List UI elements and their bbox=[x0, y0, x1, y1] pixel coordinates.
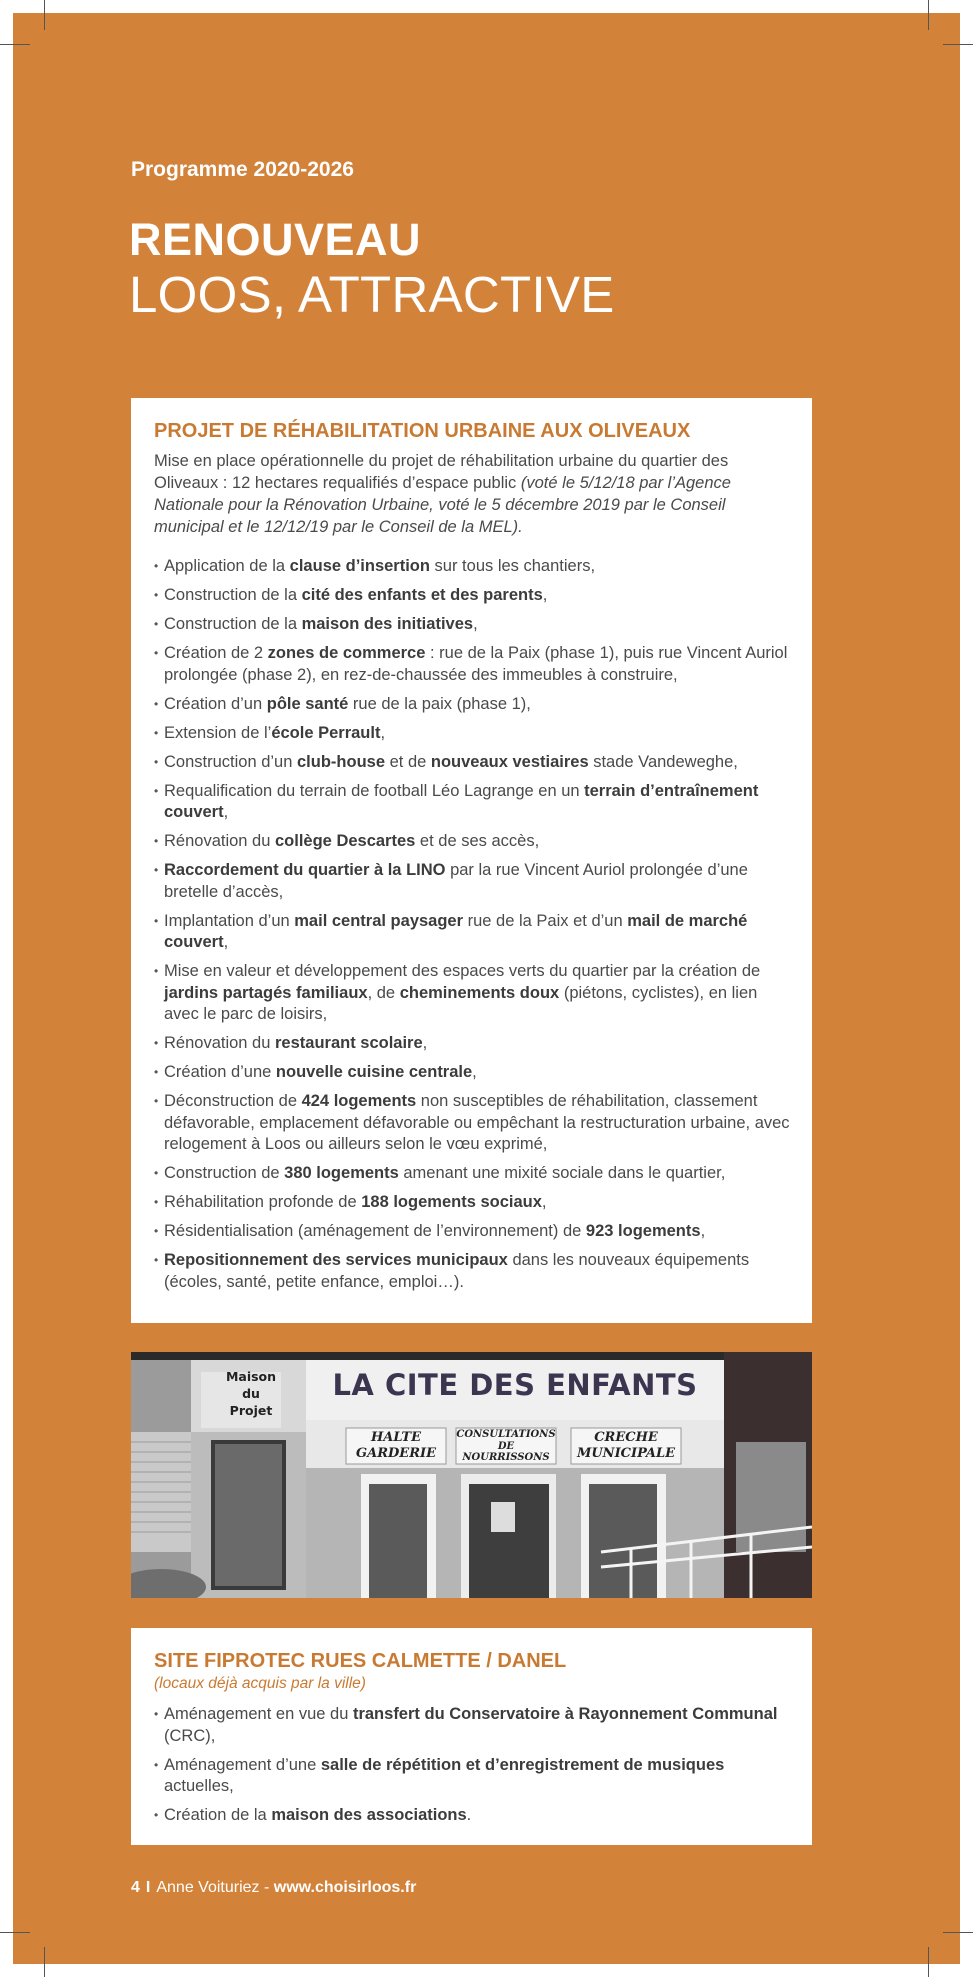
crop-mark bbox=[943, 44, 973, 45]
item-text: Mise en valeur et développement des espaces verts du quartier par la création de bbox=[164, 962, 761, 980]
item-text: amenant une mixité sociale dans le quartier, bbox=[398, 1164, 726, 1182]
highlighted-text: 923 logements bbox=[585, 1222, 701, 1240]
maison-du-projet-sign bbox=[195, 1368, 307, 1419]
cite-des-enfants-photo bbox=[131, 1352, 812, 1598]
intro-vote-note: (voté le 5/12/18 par l’Agence Nationale pour la Rénovation Urbaine, voté le 5 décembre 2019 par le Conseil municipal et le 12/12/19 par le Conseil de la MEL). bbox=[154, 474, 731, 536]
crop-mark bbox=[928, 1947, 929, 1977]
item-text: Requalification du terrain de football Léo Lagrange en un bbox=[164, 781, 585, 800]
list-item bbox=[154, 1163, 790, 1185]
item-text: rue de la Paix et d’un bbox=[463, 911, 628, 930]
item-text: rue de la paix (phase 1), bbox=[348, 694, 531, 713]
item-text: , bbox=[223, 803, 229, 821]
list-item bbox=[154, 723, 790, 745]
list-item bbox=[154, 556, 790, 578]
crop-mark bbox=[943, 1932, 973, 1933]
highlighted-text: jardins partagés familiaux bbox=[164, 983, 368, 1002]
crop-mark bbox=[928, 0, 929, 30]
list-item bbox=[154, 1805, 790, 1827]
fiprotec-site-card bbox=[131, 1628, 812, 1845]
item-text: , bbox=[472, 1063, 477, 1081]
page-subtitle: LOOS, ATTRACTIVE bbox=[129, 266, 615, 323]
highlighted-text: 188 logements sociaux bbox=[361, 1193, 542, 1211]
list-item bbox=[154, 911, 790, 954]
creche-municipale-sign bbox=[571, 1430, 681, 1462]
highlighted-text: pôle santé bbox=[266, 694, 349, 713]
sign-line: MUNICIPALE bbox=[576, 1446, 676, 1461]
item-text: Construction de la bbox=[164, 586, 302, 604]
item-text: (CRC), bbox=[164, 1726, 216, 1745]
highlighted-text: cité des enfants et des parents bbox=[301, 586, 543, 604]
item-text: . bbox=[466, 1806, 472, 1824]
item-text: sur tous les chantiers, bbox=[429, 557, 596, 575]
item-text: (piétons, cyclistes), en lien avec le parc de loisirs, bbox=[164, 983, 758, 1023]
project-list bbox=[154, 556, 790, 1293]
sign-line: GARDERIE bbox=[356, 1446, 436, 1461]
intro-text: Mise en place opérationnelle du projet de réhabilitation urbaine du quartier des Oliveaux : 12 hectares requalifiés d’espace public bbox=[154, 452, 729, 492]
item-text: , bbox=[700, 1222, 706, 1240]
crop-mark bbox=[44, 1947, 45, 1977]
list-item bbox=[154, 961, 790, 1026]
item-text: non susceptibles de réhabilitation, classement défavorable, emplacement défavorable ou empêchant la restructuration urbaine, avec relogement à Loos ou ailleurs selon le vœu exprimé, bbox=[164, 1092, 790, 1153]
list-item bbox=[154, 585, 790, 607]
highlighted-text: terrain d’entraînement couvert bbox=[164, 781, 759, 821]
consultations-sign bbox=[456, 1429, 556, 1464]
crop-mark bbox=[44, 0, 45, 30]
highlighted-text: transfert du Conservatoire à Rayonnement Communal bbox=[352, 1705, 778, 1723]
item-text: Réhabilitation profonde de bbox=[164, 1193, 362, 1211]
item-text: Déconstruction de bbox=[164, 1092, 302, 1110]
highlighted-text: clause d’insertion bbox=[289, 557, 430, 575]
item-text: Construction d’un bbox=[164, 752, 297, 771]
item-text: : rue de la Paix (phase 1), puis rue Vincent Auriol prolongée (phase 2), en rez-de-chaussée des immeubles à construire, bbox=[164, 644, 788, 684]
footer-separator: I bbox=[145, 1879, 151, 1896]
item-text: Création de la bbox=[164, 1806, 272, 1824]
highlighted-text: école Perrault bbox=[271, 723, 381, 742]
item-text: , bbox=[542, 586, 548, 604]
list-item bbox=[154, 643, 790, 686]
item-text: , de bbox=[367, 983, 400, 1002]
item-text: et de bbox=[385, 752, 431, 771]
sign-line: HALTE bbox=[370, 1430, 422, 1445]
item-text: , bbox=[422, 1034, 428, 1052]
item-text: Création de 2 bbox=[164, 644, 268, 662]
item-text: par la rue Vincent Auriol prolongée d’une bretelle d’accès, bbox=[164, 861, 748, 901]
highlighted-text: Raccordement du quartier à la LINO bbox=[164, 861, 446, 879]
highlighted-text: maison des associations bbox=[271, 1806, 467, 1824]
list-item bbox=[154, 781, 790, 824]
item-text: Résidentialisation (aménagement de l’environnement) de bbox=[164, 1222, 586, 1240]
sign-line: CRECHE bbox=[594, 1430, 658, 1445]
cite-des-enfants-sign: LA CITE DES ENFANTS bbox=[332, 1368, 698, 1402]
list-item bbox=[154, 1062, 790, 1084]
item-text: Extension de l’ bbox=[164, 723, 272, 742]
footer-author: Anne Voituriez - bbox=[156, 1879, 274, 1896]
item-text: Construction de bbox=[164, 1164, 285, 1182]
highlighted-text: collège Descartes bbox=[275, 832, 416, 850]
sign-line: Maison bbox=[225, 1369, 277, 1384]
item-text: Rénovation du bbox=[164, 1034, 275, 1052]
list-item bbox=[154, 694, 790, 716]
item-text: , bbox=[473, 615, 478, 633]
oliveaux-project-card bbox=[131, 398, 812, 1323]
crop-mark bbox=[0, 44, 30, 45]
highlighted-text: 424 logements bbox=[301, 1092, 417, 1110]
item-text: et de ses accès, bbox=[415, 832, 540, 850]
item-text: stade Vandeweghe, bbox=[588, 752, 738, 771]
highlighted-text: nouvelle cuisine centrale bbox=[275, 1063, 473, 1081]
list-item bbox=[154, 831, 790, 853]
page-footer bbox=[131, 1879, 416, 1897]
item-text: Aménagement en vue du bbox=[164, 1705, 353, 1723]
page-title: RENOUVEAU bbox=[129, 214, 422, 265]
crop-mark bbox=[0, 1932, 30, 1933]
highlighted-text: mail de marché couvert bbox=[164, 911, 748, 951]
project-list bbox=[154, 1704, 790, 1827]
highlighted-text: restaurant scolaire bbox=[275, 1034, 423, 1052]
highlighted-text: cheminements doux bbox=[399, 983, 560, 1002]
sign-line: Projet bbox=[229, 1403, 273, 1418]
list-item bbox=[154, 1192, 790, 1214]
halte-garderie-sign bbox=[346, 1430, 446, 1462]
highlighted-text: zones de commerce bbox=[267, 644, 426, 662]
highlighted-text: maison des initiatives bbox=[301, 615, 474, 633]
highlighted-text: Repositionnement des services municipaux bbox=[164, 1251, 508, 1269]
highlighted-text: nouveaux vestiaires bbox=[430, 752, 589, 771]
list-item bbox=[154, 1033, 790, 1055]
list-item bbox=[154, 1221, 790, 1243]
item-text: , bbox=[541, 1193, 547, 1211]
highlighted-text: salle de répétition et d’enregistrement de musiques bbox=[320, 1755, 725, 1774]
item-text: Rénovation du bbox=[164, 832, 275, 850]
list-item bbox=[154, 1091, 790, 1156]
item-text: Application de la bbox=[164, 557, 290, 575]
item-text: actuelles, bbox=[164, 1777, 234, 1795]
list-item bbox=[154, 860, 790, 903]
highlighted-text: 380 logements bbox=[284, 1164, 399, 1182]
list-item bbox=[154, 1250, 790, 1293]
item-text: Aménagement d’une bbox=[164, 1755, 321, 1774]
program-label: Programme 2020-2026 bbox=[131, 158, 354, 181]
footer-website-link[interactable]: www.choisirloos.fr bbox=[273, 1879, 417, 1896]
sign-line: DE bbox=[497, 1440, 515, 1452]
highlighted-text: club-house bbox=[297, 752, 386, 771]
item-text: Création d’une bbox=[164, 1063, 276, 1081]
list-item bbox=[154, 1704, 790, 1747]
item-text: , bbox=[223, 933, 229, 951]
page-number: 4 bbox=[131, 1879, 140, 1896]
list-item bbox=[154, 614, 790, 636]
item-text: Implantation d’un bbox=[164, 911, 295, 930]
item-text: dans les nouveaux équipements (écoles, santé, petite enfance, emploi…). bbox=[164, 1251, 750, 1291]
section-subtitle: (locaux déjà acquis par la ville) bbox=[154, 1675, 366, 1692]
section-title: SITE FIPROTEC RUES CALMETTE / DANEL bbox=[154, 1650, 567, 1672]
item-text: , bbox=[380, 723, 386, 742]
sign-line: NOURRISSONS bbox=[462, 1452, 550, 1463]
item-text: Création d’un bbox=[164, 694, 267, 713]
list-item bbox=[154, 752, 790, 774]
sign-line: du bbox=[242, 1386, 260, 1401]
list-item bbox=[154, 1755, 790, 1798]
highlighted-text: mail central paysager bbox=[294, 911, 464, 930]
item-text: Construction de la bbox=[164, 615, 302, 633]
section-intro bbox=[154, 450, 790, 538]
sign-line: CONSULTATIONS bbox=[456, 1429, 556, 1440]
section-title: PROJET DE RÉHABILITATION URBAINE AUX OLIVEAUX bbox=[154, 420, 691, 442]
